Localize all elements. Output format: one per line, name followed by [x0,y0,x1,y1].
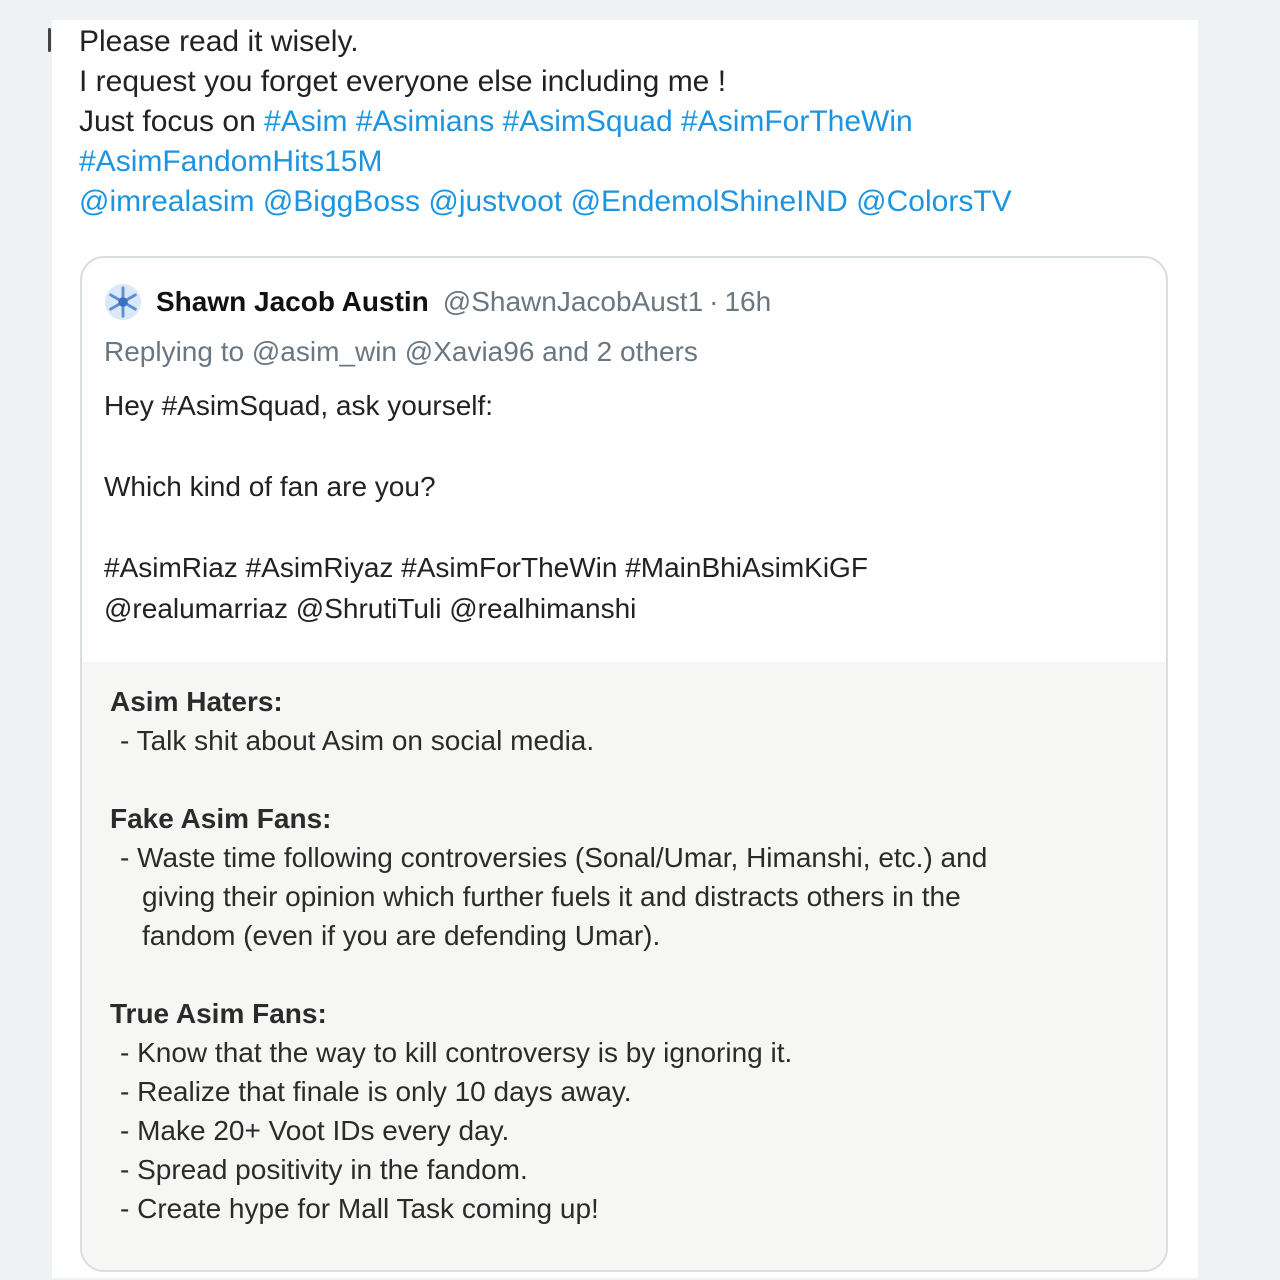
list-item: - Make 20+ Voot IDs every day. [120,1115,510,1146]
replying-to-users[interactable]: @asim_win @Xavia96 and 2 others [251,336,698,367]
hashtag-link[interactable]: #AsimForTheWin [681,105,913,138]
image-text-block [110,682,987,1228]
replying-prefix: Replying to [104,336,252,367]
focus-prefix: Just focus on [79,105,265,138]
tweet-card [52,20,1198,1278]
snowflake-avatar-icon[interactable] [104,283,142,321]
tweet-text [79,22,1179,222]
quoted-tweet-header [104,282,771,322]
tweet-line-2: I request you forget everyone else including me ! [79,65,727,98]
hashtag-link[interactable]: #Asim [264,105,348,138]
author-name[interactable]: Shawn Jacob Austin [156,286,429,317]
hashtag-link[interactable]: #AsimFandomHits15M [79,145,383,178]
quoted-tweet-body [104,386,868,629]
quoted-tweet-image[interactable] [82,662,1166,1270]
scroll-edge-mark [48,28,51,52]
mention-link[interactable]: @EndemolShineIND [570,185,848,218]
list-item: - Waste time following controversies (Sonal/Umar, Himanshi, etc.) and [120,842,988,873]
mention-link[interactable]: @justvoot [428,185,563,218]
tweet-line-1: Please read it wisely. [79,25,359,58]
list-item: - Realize that finale is only 10 days away. [120,1076,632,1107]
replying-to [104,336,698,368]
tweet-time[interactable]: 16h [724,286,772,317]
quoted-tweet[interactable] [80,256,1168,1272]
hashtag-link[interactable]: #AsimSquad [502,105,673,138]
list-item: fandom (even if you are defending Umar). [142,920,661,951]
author-handle[interactable]: @ShawnJacobAust1 [442,286,704,317]
hashtag-link[interactable]: #Asimians [355,105,495,138]
mention-link[interactable]: @BiggBoss [262,185,421,218]
quoted-body-line-1: Hey #AsimSquad, ask yourself: [104,390,494,421]
separator-dot: · [709,286,719,317]
section-heading: Asim Haters: [110,686,283,717]
quoted-body-line-2: Which kind of fan are you? [104,471,436,502]
section-heading: Fake Asim Fans: [110,803,332,834]
list-item: giving their opinion which further fuels it and distracts others in the [142,881,961,912]
mention-link[interactable]: @ColorsTV [856,185,1012,218]
section-heading: True Asim Fans: [110,998,327,1029]
quoted-body-hashtags: #AsimRiaz #AsimRiyaz #AsimForTheWin #MainBhiAsimKiGF [104,552,868,583]
quoted-body-mentions: @realumarriaz @ShrutiTuli @realhimanshi [104,592,637,624]
list-item: - Create hype for Mall Task coming up! [120,1193,599,1224]
list-item: - Know that the way to kill controversy is by ignoring it. [120,1037,793,1068]
tweet-mentions-line [79,182,1179,222]
tweet-line-4 [79,142,1179,182]
list-item: - Spread positivity in the fandom. [120,1154,528,1185]
list-item: - Talk shit about Asim on social media. [120,725,595,756]
mention-link[interactable]: @imrealasim [79,185,255,218]
tweet-line-3 [79,102,1179,142]
